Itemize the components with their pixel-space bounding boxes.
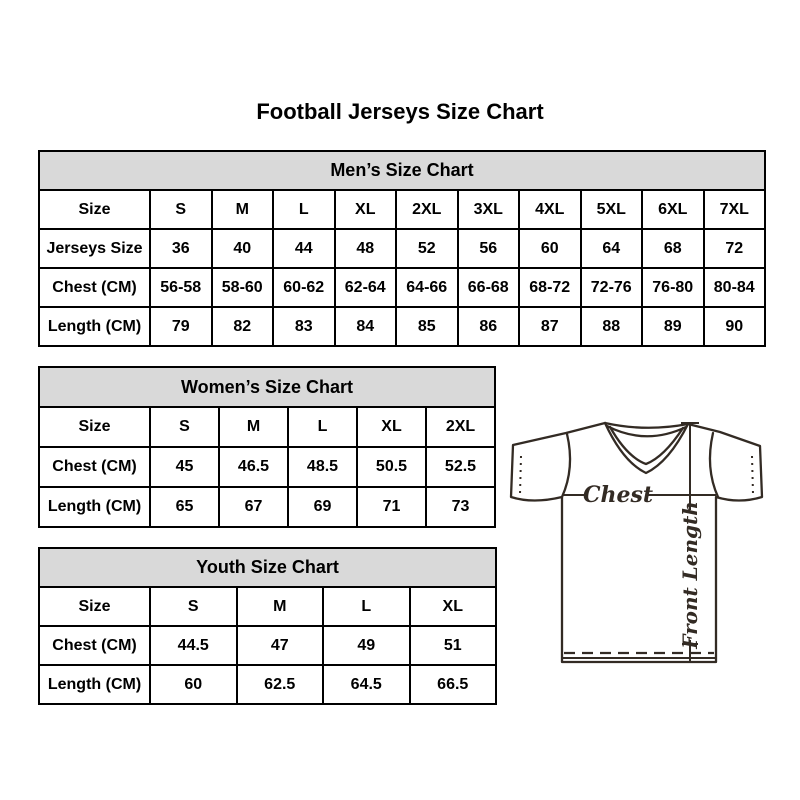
size-value-cell: S [150, 190, 212, 229]
row-label: Size [39, 587, 150, 626]
size-value-cell: 2XL [426, 407, 495, 447]
size-value-cell: 51 [410, 626, 497, 665]
size-value-cell: S [150, 587, 237, 626]
size-value-cell: 60-62 [273, 268, 335, 307]
size-value-cell: 49 [323, 626, 410, 665]
size-value-cell: 89 [642, 307, 704, 346]
size-value-cell: 45 [150, 447, 219, 487]
size-value-cell: 58-60 [212, 268, 274, 307]
size-row [39, 626, 496, 665]
size-value-cell: 60 [150, 665, 237, 704]
size-value-cell: 48.5 [288, 447, 357, 487]
size-value-cell: 84 [335, 307, 397, 346]
size-value-cell: 5XL [581, 190, 643, 229]
size-value-cell: M [237, 587, 324, 626]
size-value-cell: 71 [357, 487, 426, 527]
size-value-cell: 6XL [642, 190, 704, 229]
chest-label: Chest [582, 482, 654, 508]
size-value-cell: M [212, 190, 274, 229]
size-row [39, 268, 765, 307]
row-label: Size [39, 407, 150, 447]
size-row [39, 190, 765, 229]
left-cuff-stitch-line [520, 456, 521, 494]
size-value-cell: 36 [150, 229, 212, 268]
size-value-cell: XL [357, 407, 426, 447]
row-label: Jerseys Size [39, 229, 150, 268]
page-title: Football Jerseys Size Chart [256, 99, 544, 124]
size-value-cell: XL [335, 190, 397, 229]
size-value-cell: 56-58 [150, 268, 212, 307]
size-value-cell: 83 [273, 307, 335, 346]
size-value-cell: S [150, 407, 219, 447]
right-armhole-curve [710, 433, 718, 497]
row-label: Size [39, 190, 150, 229]
size-value-cell: 69 [288, 487, 357, 527]
size-value-cell: 52 [396, 229, 458, 268]
size-value-cell: 76-80 [642, 268, 704, 307]
size-row [39, 229, 765, 268]
size-value-cell: 48 [335, 229, 397, 268]
size-row [39, 307, 765, 346]
table-header-row [39, 151, 765, 190]
size-value-cell: 67 [219, 487, 288, 527]
size-value-cell: 7XL [704, 190, 766, 229]
size-value-cell: L [288, 407, 357, 447]
row-label: Length (CM) [39, 665, 150, 704]
jersey-outline-icon [505, 410, 771, 668]
right-cuff-stitch-line [752, 456, 753, 494]
size-value-cell: 88 [581, 307, 643, 346]
size-value-cell: 73 [426, 487, 495, 527]
size-value-cell: 72 [704, 229, 766, 268]
size-value-cell: 64.5 [323, 665, 410, 704]
size-value-cell: 56 [458, 229, 520, 268]
size-value-cell: 60 [519, 229, 581, 268]
size-value-cell: 64 [581, 229, 643, 268]
size-row [39, 407, 495, 447]
row-label: Length (CM) [39, 307, 150, 346]
size-value-cell: 82 [212, 307, 274, 346]
size-value-cell: 52.5 [426, 447, 495, 487]
jersey-measurement-diagram [505, 410, 771, 668]
size-value-cell: 50.5 [357, 447, 426, 487]
size-value-cell: 65 [150, 487, 219, 527]
row-label: Chest (CM) [39, 268, 150, 307]
left-armhole-curve [562, 434, 570, 497]
table-header-row [39, 367, 495, 407]
size-value-cell: 46.5 [219, 447, 288, 487]
mens-table-title: Men’s Size Chart [39, 151, 765, 190]
size-value-cell: 72-76 [581, 268, 643, 307]
size-value-cell: 40 [212, 229, 274, 268]
youth-size-table [38, 547, 497, 705]
womens-size-table [38, 366, 496, 528]
size-value-cell: 68-72 [519, 268, 581, 307]
front-length-label: Front Length [678, 501, 702, 649]
size-value-cell: 87 [519, 307, 581, 346]
size-value-cell: 80-84 [704, 268, 766, 307]
row-label: Chest (CM) [39, 626, 150, 665]
size-value-cell: 79 [150, 307, 212, 346]
size-value-cell: 64-66 [396, 268, 458, 307]
size-value-cell: 47 [237, 626, 324, 665]
size-value-cell: 62-64 [335, 268, 397, 307]
size-value-cell: XL [410, 587, 497, 626]
row-label: Chest (CM) [39, 447, 150, 487]
size-value-cell: 62.5 [237, 665, 324, 704]
size-value-cell: 66.5 [410, 665, 497, 704]
size-value-cell: 66-68 [458, 268, 520, 307]
size-value-cell: 86 [458, 307, 520, 346]
size-row [39, 447, 495, 487]
size-value-cell: 85 [396, 307, 458, 346]
size-value-cell: 4XL [519, 190, 581, 229]
collar-top-edge [605, 423, 688, 428]
mens-size-table [38, 150, 766, 347]
size-value-cell: L [323, 587, 410, 626]
table-header-row [39, 548, 496, 587]
size-value-cell: L [273, 190, 335, 229]
size-value-cell: 2XL [396, 190, 458, 229]
size-value-cell: 44.5 [150, 626, 237, 665]
size-value-cell: M [219, 407, 288, 447]
youth-table-title: Youth Size Chart [39, 548, 496, 587]
row-label: Length (CM) [39, 487, 150, 527]
womens-table-title: Women’s Size Chart [39, 367, 495, 407]
size-row [39, 665, 496, 704]
size-value-cell: 68 [642, 229, 704, 268]
size-value-cell: 3XL [458, 190, 520, 229]
size-row [39, 587, 496, 626]
size-value-cell: 44 [273, 229, 335, 268]
size-value-cell: 90 [704, 307, 766, 346]
size-row [39, 487, 495, 527]
